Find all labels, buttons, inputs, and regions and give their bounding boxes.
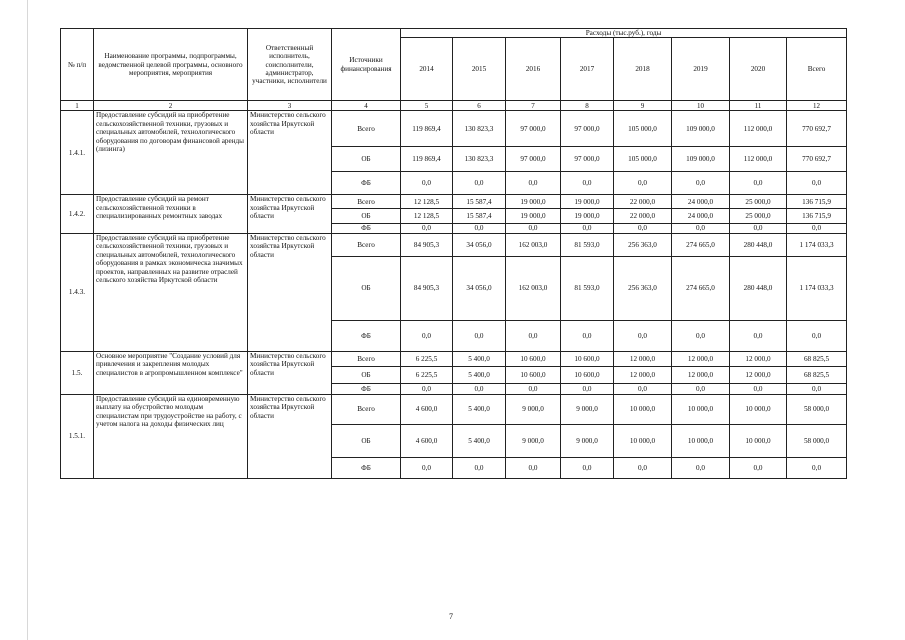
year-value: 109 000,0 [672,111,730,147]
year-value: 0,0 [730,172,787,195]
year-value: 5 400,0 [453,424,506,457]
year-value: 10 600,0 [561,351,614,366]
year-value: 10 000,0 [730,424,787,457]
year-value: 130 823,3 [453,147,506,172]
funding-source: ФБ [332,224,401,233]
year-value: 0,0 [506,224,561,233]
year-value: 0,0 [730,224,787,233]
header-name: Наименование программы, подпрограммы, ведомственной целевой программы, основного мероприятия, мероприятия [94,29,248,101]
header-num: № п/п [61,29,94,101]
year-value: 5 400,0 [453,351,506,366]
funding-source: Всего [332,195,401,209]
year-value: 10 000,0 [614,394,672,424]
year-value: 280 448,0 [730,256,787,320]
total-value: 68 825,5 [787,366,847,383]
year-value: 19 000,0 [561,209,614,224]
item-number: 1.4.3. [61,233,94,351]
item-number: 1.5. [61,351,94,394]
year-value: 15 587,4 [453,209,506,224]
year-value: 25 000,0 [730,195,787,209]
year-value: 97 000,0 [506,111,561,147]
funding-source: ФБ [332,457,401,478]
year-value: 0,0 [614,172,672,195]
year-value: 162 003,0 [506,233,561,256]
year-value: 119 869,4 [401,111,453,147]
year-value: 9 000,0 [561,424,614,457]
funding-source: ОБ [332,256,401,320]
item-name: Основное мероприятие "Создание условий для привлечения и закрепления молодых специалистов в агропромышленном комплексе" [94,351,248,394]
column-number: 3 [248,101,332,111]
year-value: 25 000,0 [730,209,787,224]
year-value: 0,0 [561,172,614,195]
funding-source: ОБ [332,424,401,457]
year-value: 10 600,0 [506,351,561,366]
total-value: 770 692,7 [787,111,847,147]
year-value: 119 869,4 [401,147,453,172]
year-value: 274 665,0 [672,233,730,256]
item-executor: Министерство сельского хозяйства Иркутской области [248,195,332,233]
year-value: 9 000,0 [506,424,561,457]
column-number: 9 [614,101,672,111]
column-number: 7 [506,101,561,111]
year-value: 0,0 [506,383,561,394]
total-value: 1 174 033,3 [787,256,847,320]
table-row [61,351,847,366]
header-year: 2020 [730,38,787,101]
funding-source: ОБ [332,147,401,172]
total-value: 68 825,5 [787,351,847,366]
funding-source: Всего [332,111,401,147]
page-edge-line [27,0,28,640]
column-number: 2 [94,101,248,111]
item-name: Предоставление субсидий на приобретение сельскохозяйственной техники, грузовых и специальных автомобилей, технологического оборудования по договорам финансовой аренды (лизинга) [94,111,248,195]
total-value: 136 715,9 [787,195,847,209]
year-value: 0,0 [614,224,672,233]
year-value: 19 000,0 [506,209,561,224]
table-row [61,195,847,209]
header-year: 2018 [614,38,672,101]
year-value: 4 600,0 [401,424,453,457]
year-value: 112 000,0 [730,111,787,147]
year-value: 10 000,0 [730,394,787,424]
item-executor: Министерство сельского хозяйства Иркутской области [248,111,332,195]
year-value: 81 593,0 [561,256,614,320]
total-value: 0,0 [787,383,847,394]
year-value: 19 000,0 [561,195,614,209]
year-value: 162 003,0 [506,256,561,320]
column-number: 5 [401,101,453,111]
table-row [61,233,847,256]
header-year: 2016 [506,38,561,101]
year-value: 97 000,0 [561,111,614,147]
year-value: 19 000,0 [506,195,561,209]
year-value: 0,0 [453,320,506,351]
column-number: 12 [787,101,847,111]
column-number: 8 [561,101,614,111]
total-value: 0,0 [787,320,847,351]
year-value: 0,0 [672,224,730,233]
header-year: 2015 [453,38,506,101]
column-number: 4 [332,101,401,111]
year-value: 5 400,0 [453,394,506,424]
year-value: 0,0 [401,320,453,351]
item-name: Предоставление субсидий на ремонт сельскохозяйственной техники в специализированных ремонтных заводах [94,195,248,233]
year-value: 0,0 [672,457,730,478]
item-number: 1.5.1. [61,394,94,478]
year-value: 0,0 [730,320,787,351]
year-value: 0,0 [506,172,561,195]
total-value: 1 174 033,3 [787,233,847,256]
total-value: 58 000,0 [787,424,847,457]
funding-source: Всего [332,394,401,424]
header-expenses: Расходы (тыс.руб.), годы [401,29,847,38]
column-number: 6 [453,101,506,111]
column-number: 1 [61,101,94,111]
table-row [61,111,847,147]
year-value: 0,0 [401,172,453,195]
year-value: 97 000,0 [561,147,614,172]
header-total: Всего [787,38,847,101]
item-name: Предоставление субсидий на приобретение сельскохозяйственной техники, грузовых и специальных автомобилей, технологического оборудования в рамках экономическа значимых проектов, направленных на развитие отраслей сельского хозяйства Иркутской области [94,233,248,351]
year-value: 0,0 [453,172,506,195]
year-value: 4 600,0 [401,394,453,424]
year-value: 0,0 [672,383,730,394]
year-value: 130 823,3 [453,111,506,147]
year-value: 9 000,0 [561,394,614,424]
year-value: 0,0 [730,383,787,394]
column-number: 11 [730,101,787,111]
budget-table [60,28,847,479]
year-value: 274 665,0 [672,256,730,320]
year-value: 280 448,0 [730,233,787,256]
year-value: 256 363,0 [614,233,672,256]
year-value: 0,0 [561,320,614,351]
year-value: 0,0 [506,457,561,478]
year-value: 24 000,0 [672,195,730,209]
header-source: Источники финансирования [332,29,401,101]
year-value: 0,0 [401,383,453,394]
total-value: 0,0 [787,224,847,233]
year-value: 24 000,0 [672,209,730,224]
year-value: 5 400,0 [453,366,506,383]
year-value: 10 600,0 [561,366,614,383]
header-executor: Ответственный исполнитель, соисполнители, администратор, участники, исполнители [248,29,332,101]
item-executor: Министерство сельского хозяйства Иркутской области [248,394,332,478]
year-value: 256 363,0 [614,256,672,320]
funding-source: Всего [332,351,401,366]
year-value: 0,0 [614,383,672,394]
year-value: 10 600,0 [506,366,561,383]
total-value: 136 715,9 [787,209,847,224]
year-value: 12 000,0 [672,366,730,383]
year-value: 109 000,0 [672,147,730,172]
total-value: 58 000,0 [787,394,847,424]
year-value: 105 000,0 [614,111,672,147]
funding-source: ОБ [332,209,401,224]
funding-source: ОБ [332,366,401,383]
year-value: 6 225,5 [401,351,453,366]
item-executor: Министерство сельского хозяйства Иркутской области [248,233,332,351]
year-value: 12 000,0 [672,351,730,366]
funding-source: ФБ [332,383,401,394]
year-value: 15 587,4 [453,195,506,209]
funding-source: Всего [332,233,401,256]
year-value: 0,0 [401,224,453,233]
year-value: 0,0 [614,320,672,351]
year-value: 22 000,0 [614,209,672,224]
year-value: 10 000,0 [672,394,730,424]
year-value: 12 000,0 [730,351,787,366]
item-number: 1.4.1. [61,111,94,195]
year-value: 12 128,5 [401,209,453,224]
year-value: 12 128,5 [401,195,453,209]
year-value: 0,0 [453,457,506,478]
total-value: 770 692,7 [787,147,847,172]
year-value: 84 905,3 [401,256,453,320]
column-number-row [61,101,847,111]
year-value: 0,0 [672,320,730,351]
funding-source: ФБ [332,172,401,195]
table-row [61,394,847,424]
year-value: 10 000,0 [672,424,730,457]
year-value: 0,0 [401,457,453,478]
year-value: 112 000,0 [730,147,787,172]
year-value: 34 056,0 [453,233,506,256]
total-value: 0,0 [787,172,847,195]
year-value: 97 000,0 [506,147,561,172]
year-value: 0,0 [561,224,614,233]
header-year: 2019 [672,38,730,101]
item-number: 1.4.2. [61,195,94,233]
year-value: 0,0 [453,224,506,233]
year-value: 6 225,5 [401,366,453,383]
year-value: 9 000,0 [506,394,561,424]
year-value: 105 000,0 [614,147,672,172]
page-number: 7 [449,612,453,621]
year-value: 0,0 [506,320,561,351]
year-value: 12 000,0 [614,366,672,383]
year-value: 12 000,0 [730,366,787,383]
year-value: 10 000,0 [614,424,672,457]
year-value: 0,0 [561,457,614,478]
header-year: 2017 [561,38,614,101]
total-value: 0,0 [787,457,847,478]
header-year: 2014 [401,38,453,101]
year-value: 0,0 [453,383,506,394]
year-value: 12 000,0 [614,351,672,366]
year-value: 34 056,0 [453,256,506,320]
year-value: 84 905,3 [401,233,453,256]
item-name: Предоставление субсидий на единовременную выплату на обустройство молодым специалистам при трудоустройстве на работу, с учетом налога на доходы физических лиц [94,394,248,478]
year-value: 0,0 [614,457,672,478]
item-executor: Министерство сельского хозяйства Иркутской области [248,351,332,394]
year-value: 81 593,0 [561,233,614,256]
year-value: 0,0 [561,383,614,394]
funding-source: ФБ [332,320,401,351]
column-number: 10 [672,101,730,111]
year-value: 22 000,0 [614,195,672,209]
year-value: 0,0 [730,457,787,478]
year-value: 0,0 [672,172,730,195]
